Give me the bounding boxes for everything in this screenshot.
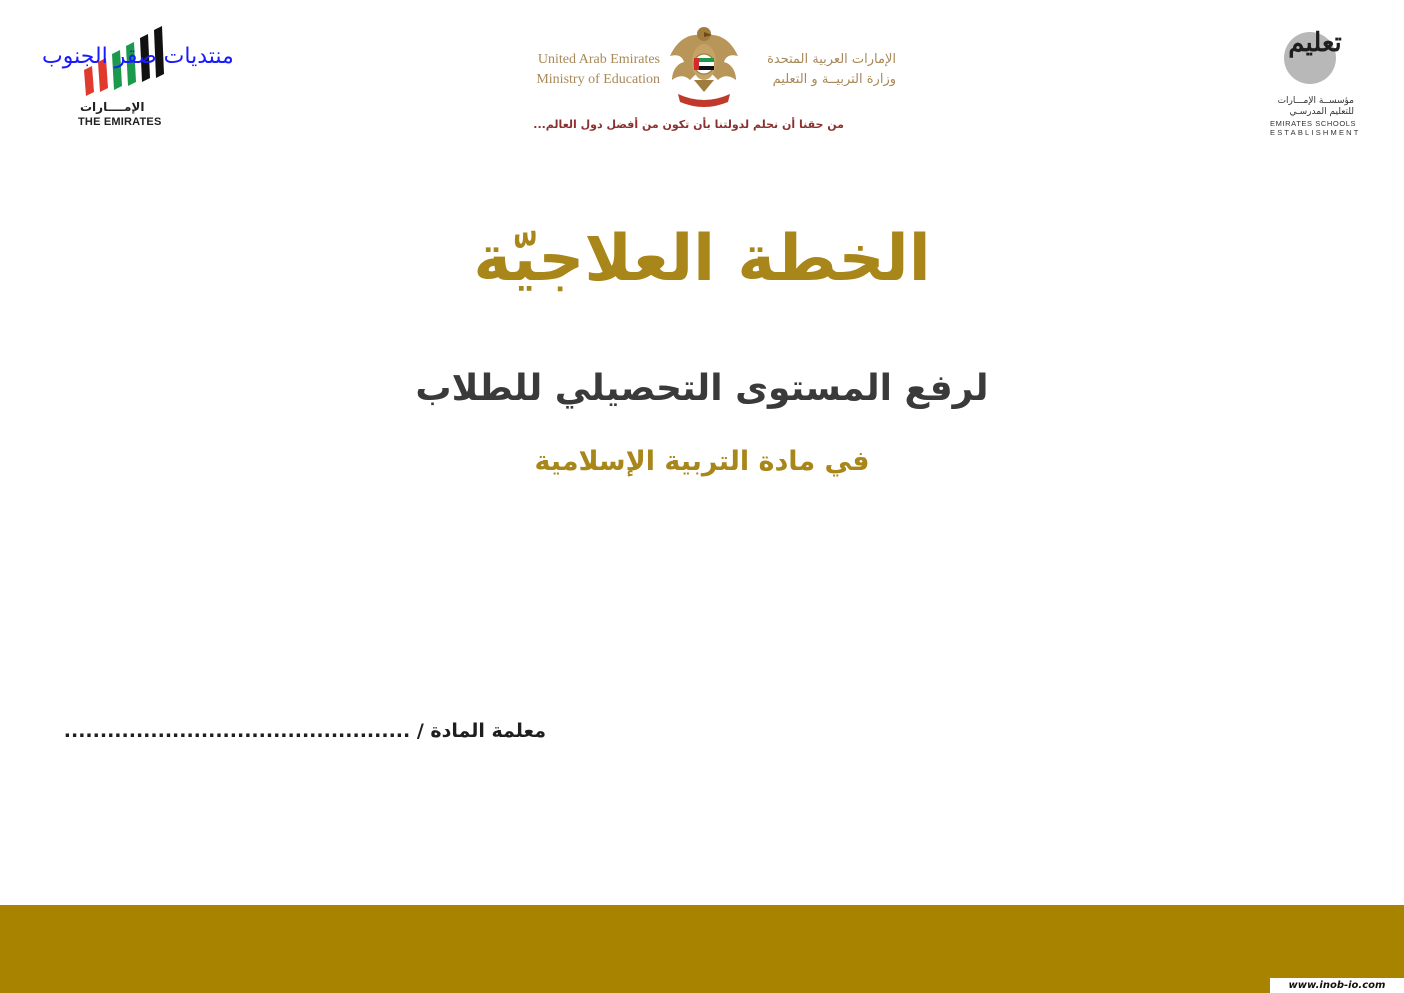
taleem-english-line2: ESTABLISHMENT — [1270, 128, 1361, 137]
taleem-arabic-line2: للتعليم المدرسـي — [1289, 107, 1354, 117]
uae-falcon-emblem-icon — [668, 22, 740, 112]
emirates-schools-logo — [1262, 26, 1362, 138]
ministry-english-line2: Ministry of Education — [536, 72, 660, 87]
taleem-logo-text: تعليم — [1288, 28, 1342, 58]
emirates-brand-logo — [74, 24, 184, 134]
emirates-brand-english: THE EMIRATES — [78, 116, 162, 128]
ministry-slogan: من حقنا أن نحلم لدولتنا بأن تكون من أفضل دول العالم... — [533, 118, 844, 131]
ministry-header — [510, 22, 896, 138]
ministry-arabic-name — [746, 50, 896, 90]
footer-bar — [0, 905, 1404, 993]
subject-line: في مادة التربية الإسلامية — [534, 446, 870, 477]
ministry-english-name — [510, 50, 660, 90]
page-subtitle: لرفع المستوى التحصيلي للطلاب — [415, 368, 989, 409]
ministry-english-line1: United Arab Emirates — [537, 52, 660, 67]
footer-url-text: www.inob-io.com — [1270, 978, 1404, 993]
emirates-brand-arabic: الإمــــارات — [80, 100, 145, 114]
taleem-english-line1: EMIRATES SCHOOLS — [1270, 119, 1357, 128]
ministry-arabic-line1: الإمارات العربية المتحدة — [767, 52, 896, 67]
forum-watermark-text: منتديات صقر الجنوب — [42, 44, 234, 69]
taleem-arabic-line1: مؤسســة الإمـــارات — [1277, 96, 1354, 106]
teacher-name-line: معلمة المادة / ................................................ — [63, 720, 546, 742]
page-title: الخطة العلاجيّة — [473, 222, 931, 296]
ministry-arabic-line2: وزارة التربيــة و التعليم — [772, 72, 896, 87]
